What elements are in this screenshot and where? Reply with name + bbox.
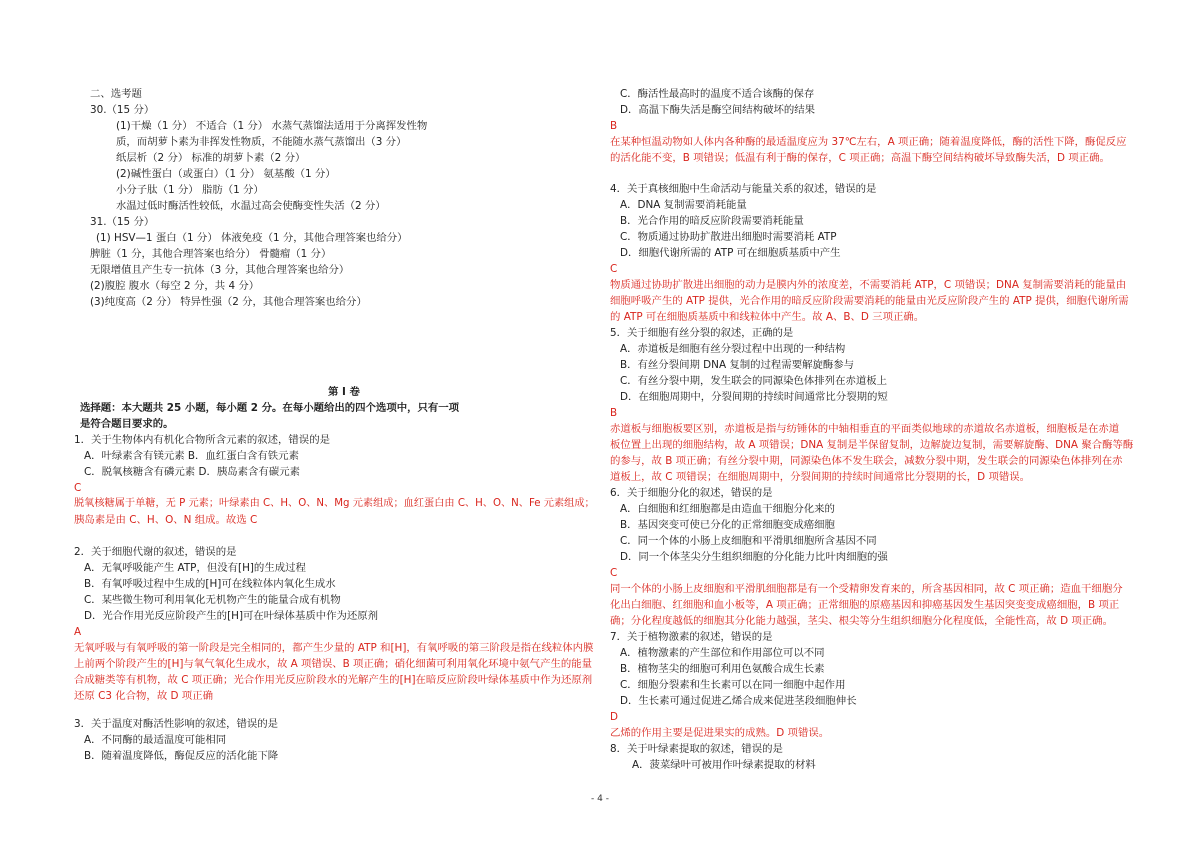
q30-line: (2)碱性蛋白（或蛋白）（1 分） 氨基酸（1 分） — [116, 168, 336, 180]
q2-option-d: D．光合作用光反应阶段产生的[H]可在叶绿体基质中作为还原剂 — [84, 610, 379, 622]
q6-answer: C — [610, 567, 618, 579]
q4-option-b: B．光合作用的暗反应阶段需要消耗能量 — [620, 215, 804, 227]
q6-explanation: 同一个体的小肠上皮细胞和平滑肌细胞都是有一个受精卵发育来的，所含基因相同，故 C 项正确；造血干细胞分 — [610, 583, 1123, 595]
q5-answer: B — [610, 407, 618, 419]
q3-option-b: B．随着温度降低，酶促反应的活化能下降 — [84, 750, 279, 762]
q6-option-a: A．白细胞和红细胞都是由造血干细胞分化来的 — [620, 503, 835, 515]
q5-explanation: 赤道板与细胞板要区别，赤道板是指与纺锤体的中轴相垂直的平面类似地球的赤道故名赤道板，细胞板是在赤道 — [610, 423, 1120, 435]
q3-option-a: A．不同酶的最适温度可能相同 — [84, 734, 227, 746]
q30-line: 小分子肽（1 分） 脂肪（1 分） — [116, 184, 264, 196]
q8-stem: 8．关于叶绿素提取的叙述，错误的是 — [610, 743, 783, 755]
q3-option-c: C．酶活性最高时的温度不适合该酶的保存 — [620, 88, 815, 100]
q4-option-d: D．细胞代谢所需的 ATP 可在细胞质基质中产生 — [620, 247, 841, 259]
q5-option-c: C．有丝分裂中期，发生联会的同源染色体排列在赤道板上 — [620, 375, 888, 387]
q2-option-a: A．无氧呼吸能产生 ATP，但没有[H]的生成过程 — [84, 562, 306, 574]
q4-option-c: C．物质通过协助扩散进出细胞时需要消耗 ATP — [620, 231, 837, 243]
q1-explanation: 脱氧核糖属于单糖，无 P 元素；叶绿素由 C、H、O、N、Mg 元素组成；血红蛋白由 C、H、O、N、Fe 元素组成； — [74, 498, 595, 509]
elective-heading: 二、选考题 — [90, 88, 142, 100]
q30-line: 质，而胡萝卜素为非挥发性物质，不能随水蒸气蒸馏出（3 分） — [116, 136, 407, 148]
q4-explanation: 物质通过协助扩散进出细胞的动力是膜内外的浓度差，不需要消耗 ATP，C 项错误；DNA 复制需要消耗的能量由 — [610, 279, 1127, 291]
q4-explanation: 细胞呼吸产生的 ATP 提供，光合作用的暗反应阶段需要消耗的能量由光反应阶段产生的 ATP 提供，细胞代谢所需 — [610, 295, 1129, 307]
q7-stem: 7．关于植物激素的叙述，错误的是 — [610, 631, 773, 643]
q5-option-d: D．在细胞周期中，分裂间期的持续时间通常比分裂期的短 — [620, 391, 888, 403]
q31-line: (2)腹腔 腹水（每空 2 分，共 4 分） — [90, 280, 260, 292]
q2-stem: 2．关于细胞代谢的叙述，错误的是 — [74, 546, 237, 558]
q3-answer: B — [610, 120, 618, 132]
q3-stem: 3．关于温度对酶活性影响的叙述，错误的是 — [74, 718, 279, 730]
page-number: - 4 - — [591, 794, 609, 804]
q4-option-a: A．DNA 复制需要消耗能量 — [620, 199, 747, 211]
q30-line: 水温过低时酶活性较低，水温过高会使酶变性失活（2 分） — [116, 200, 386, 212]
q31-line: (1) HSV—1 蛋白（1 分） 体液免疫（1 分，其他合理答案也给分） — [96, 232, 408, 244]
q3-explanation: 在某种恒温动物如人体内各种酶的最适温度应为 37℃左右，A 项正确；随着温度降低，酶的活性下降，酶促反应 — [610, 136, 1127, 148]
q7-option-a: A．植物激素的产生部位和作用部位可以不同 — [620, 647, 825, 659]
q6-option-c: C．同一个体的小肠上皮细胞和平滑肌细胞所含基因不同 — [620, 535, 877, 547]
q5-stem: 5．关于细胞有丝分裂的叙述，正确的是 — [610, 327, 794, 339]
instruction-line: 是符合题目要求的。 — [80, 418, 174, 430]
q31-line: (3)纯度高（2 分） 特异性强（2 分，其他合理答案也给分） — [90, 296, 367, 308]
q4-answer: C — [610, 263, 618, 275]
q1-options: C．脱氧核糖含有磷元素 D．胰岛素含有碳元素 — [84, 466, 300, 478]
q2-explanation: 无氧呼吸与有氧呼吸的第一阶段是完全相同的，都产生少量的 ATP 和[H]，有氧呼吸的第三阶段是指在线粒体内膜 — [74, 642, 594, 654]
q5-explanation: 板位置上出现的细胞结构，故 A 项错误；DNA 复制是半保留复制，边解旋边复制，需要解旋酶、DNA 聚合酶等酶 — [610, 439, 1134, 451]
q6-stem: 6．关于细胞分化的叙述，错误的是 — [610, 487, 773, 499]
part1-title: 第 I 卷 — [328, 386, 360, 398]
q7-option-d: D．生长素可通过促进乙烯合成来促进茎段细胞伸长 — [620, 695, 857, 707]
instruction-line: 选择题：本大题共 25 小题，每小题 2 分。在每小题给出的四个选项中，只有一项 — [80, 402, 460, 414]
q5-option-a: A．赤道板是细胞有丝分裂过程中出现的一种结构 — [620, 343, 846, 355]
q6-option-b: B．基因突变可使已分化的正常细胞变成癌细胞 — [620, 519, 835, 531]
q2-explanation: 还原 C3 化合物，故 D 项正确 — [74, 690, 213, 702]
q1-stem: 1．关于生物体内有机化合物所含元素的叙述，错误的是 — [74, 434, 330, 446]
q31-line: 无限增值且产生专一抗体（3 分，其他合理答案也给分） — [90, 264, 350, 276]
q7-answer: D — [610, 711, 619, 723]
q6-explanation: 确；分化程度越低的细胞其分化能力越强，茎尖、根尖等分生组织细胞分化程度低，全能性高，故 D 项正确。 — [610, 615, 1113, 627]
q4-stem: 4．关于真核细胞中生命活动与能量关系的叙述，错误的是 — [610, 183, 877, 195]
q31-title: 31.（15 分） — [90, 216, 155, 228]
q5-explanation: 道板上，故 C 项错误；在细胞周期中，分裂间期的持续时间通常比分裂期的长，D 项错误。 — [610, 471, 1031, 483]
q30-line: (1)干燥（1 分） 不适合（1 分） 水蒸气蒸馏法适用于分离挥发性物 — [116, 120, 428, 132]
q31-line: 脾脏（1 分，其他合理答案也给分） 骨髓瘤（1 分） — [90, 248, 332, 260]
q2-explanation: 合成糖类等有机物，故 C 项正确；光合作用光反应阶段水的光解产生的[H]在暗反应阶段叶绿体基质中作为还原剂 — [74, 674, 593, 686]
q5-option-b: B．有丝分裂间期 DNA 复制的过程需要解旋酶参与 — [620, 359, 855, 371]
q2-option-b: B．有氧呼吸过程中生成的[H]可在线粒体内氧化生成水 — [84, 578, 336, 590]
q4-explanation: 的 ATP 可在细胞质基质中和线粒体中产生。故 A、B、D 三项正确。 — [610, 311, 925, 323]
q7-option-c: C．细胞分裂素和生长素可以在同一细胞中起作用 — [620, 679, 846, 691]
q30-title: 30.（15 分） — [90, 104, 155, 116]
q1-explanation: 胰岛素是由 C、H、O、N 组成。故选 C — [74, 514, 258, 526]
q2-explanation: 上前两个阶段产生的[H]与氧气氧化生成水，故 A 项错误、B 项正确；硝化细菌可利用氧化环境中氨气产生的能量 — [74, 658, 593, 670]
q30-line: 纸层析（2 分） 标准的胡萝卜素（2 分） — [116, 152, 306, 164]
q7-option-b: B．植物茎尖的细胞可利用色氨酸合成生长素 — [620, 663, 825, 675]
q1-answer: C — [74, 482, 82, 494]
q3-explanation: 的活化能不变，B 项错误；低温有利于酶的保存，C 项正确；高温下酶空间结构破坏导致酶失活，D 项正确。 — [610, 152, 1110, 164]
q5-explanation: 的参与，故 B 项正确；有丝分裂中期，同源染色体不发生联会，减数分裂中期，发生联会的同源染色体排列在赤 — [610, 455, 1123, 467]
q6-explanation: 化出白细胞、红细胞和血小板等，A 项正确；正常细胞的原癌基因和抑癌基因发生基因突变变成癌细胞，B 项正 — [610, 599, 1120, 611]
q8-option-a: A．菠菜绿叶可被用作叶绿素提取的材料 — [632, 759, 816, 771]
q3-option-d: D．高温下酶失活是酶空间结构破坏的结果 — [620, 104, 816, 116]
q2-option-c: C．某些微生物可利用氧化无机物产生的能量合成有机物 — [84, 594, 341, 606]
q6-option-d: D．同一个体茎尖分生组织细胞的分化能力比叶肉细胞的强 — [620, 551, 888, 563]
q2-answer: A — [74, 626, 82, 638]
q1-options: A．叶绿素含有镁元素 B．血红蛋白含有铁元素 — [84, 450, 299, 462]
q7-explanation: 乙烯的作用主要是促进果实的成熟。D 项错误。 — [610, 727, 830, 739]
